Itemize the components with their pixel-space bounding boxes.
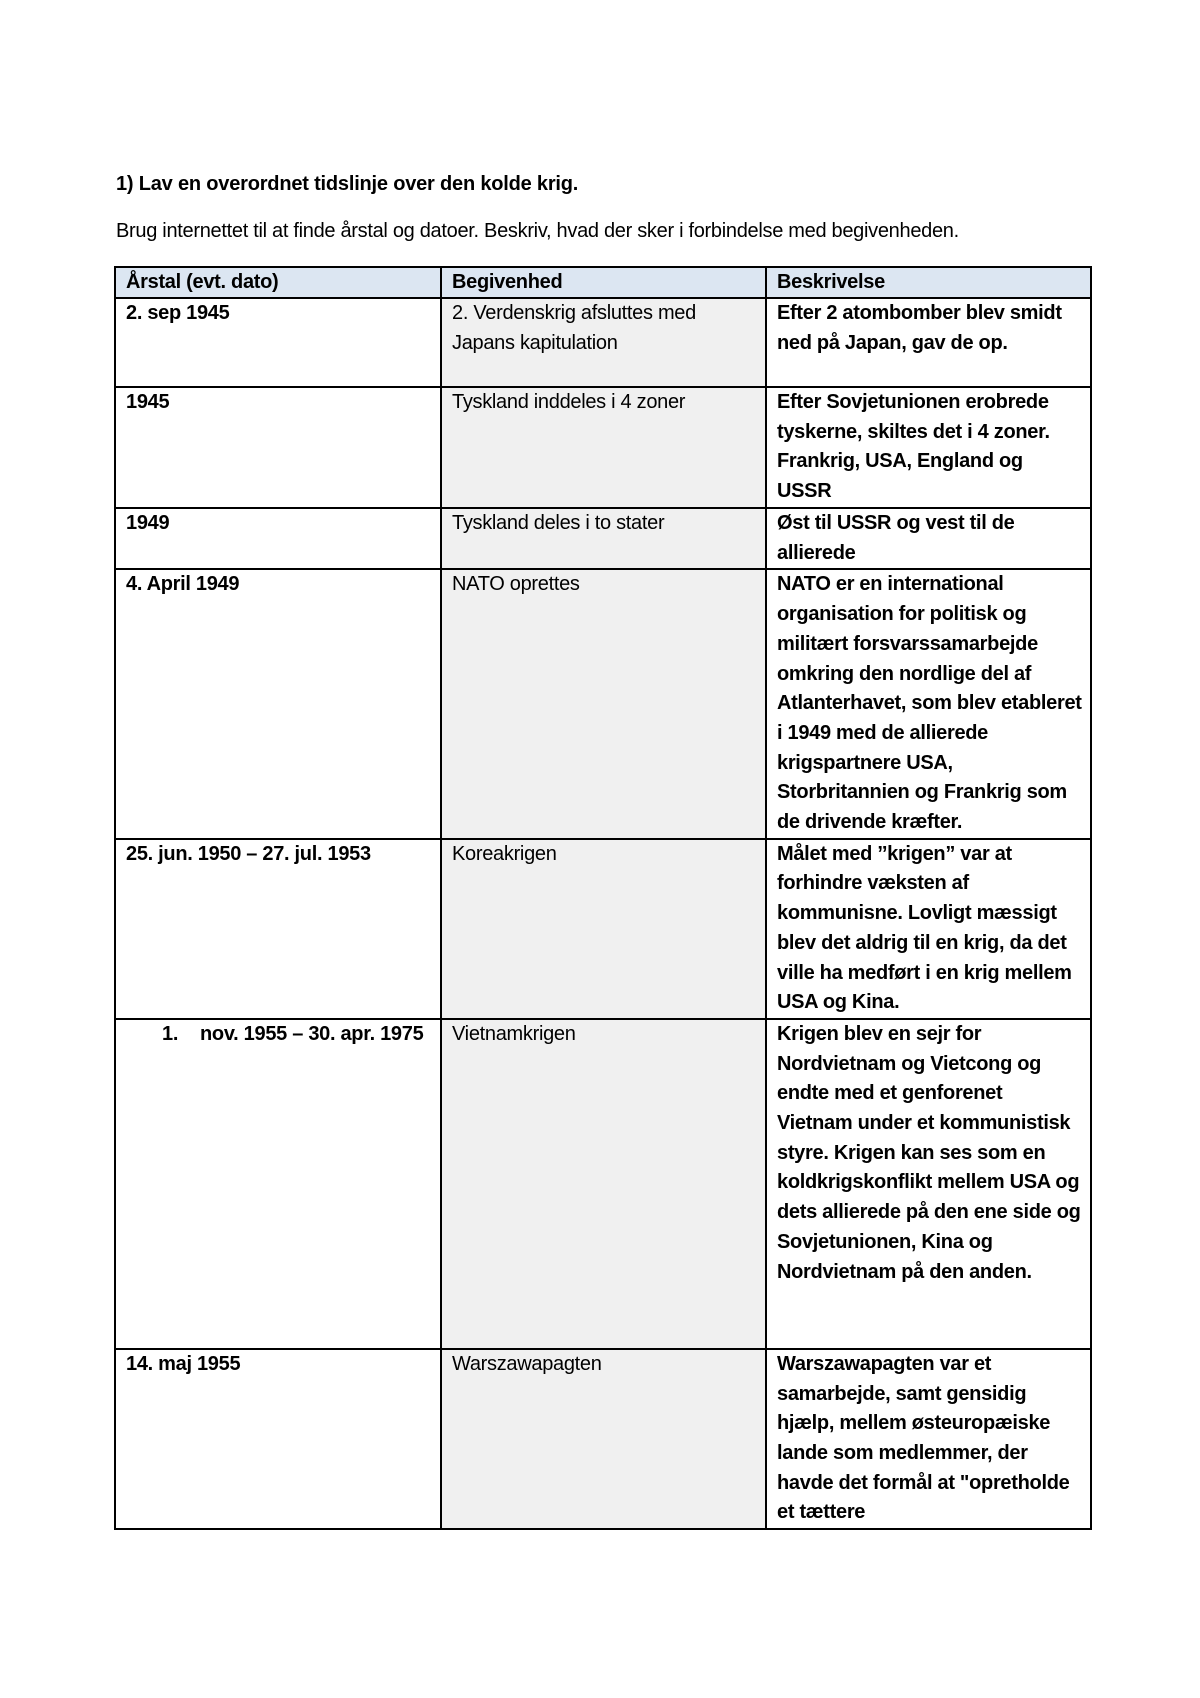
assignment-heading: 1) Lav en overordnet tidslinje over den kolde krig. (116, 173, 579, 195)
description-cell: Efter 2 atombomber blev smidt ned på Japan, gav de op. (766, 298, 1091, 387)
year-text: nov. 1955 – 30. apr. 1975 (200, 1022, 424, 1045)
table-row (115, 387, 1091, 508)
year-cell: 1949 (115, 508, 441, 569)
cold-war-timeline-table (114, 266, 1092, 1530)
description-cell: Målet med ’’krigen” var at forhindre væksten af kommunisne. Lovligt mæssigt blev det aldrig til en krig, da det ville ha medført i en krig mellem USA og Kina. (766, 839, 1091, 1019)
table-row (115, 508, 1091, 569)
column-header-description: Beskrivelse (766, 267, 1091, 298)
event-cell: Warszawapagten (441, 1349, 766, 1529)
description-cell: Efter Sovjetunionen erobrede tyskerne, skiltes det i 4 zoner. Frankrig, USA, England og USSR (766, 387, 1091, 508)
table-row (115, 839, 1091, 1019)
event-cell: 2. Verdenskrig afsluttes med Japans kapitulation (441, 298, 766, 387)
year-cell: 25. jun. 1950 – 27. jul. 1953 (115, 839, 441, 1019)
event-cell: Tyskland deles i to stater (441, 508, 766, 569)
year-cell (115, 1019, 441, 1349)
description-cell: Øst til USSR og vest til de allierede (766, 508, 1091, 569)
assignment-instruction: Brug internettet til at finde årstal og datoer. Beskriv, hvad der sker i forbindelse med begivenheden. (116, 220, 959, 242)
list-number: 1. (162, 1022, 179, 1045)
year-cell: 14. maj 1955 (115, 1349, 441, 1529)
event-cell: NATO oprettes (441, 569, 766, 838)
column-header-year: Årstal (evt. dato) (115, 267, 441, 298)
table-row (115, 1019, 1091, 1349)
table-row (115, 298, 1091, 387)
event-cell: Tyskland inddeles i 4 zoner (441, 387, 766, 508)
event-cell: Koreakrigen (441, 839, 766, 1019)
description-cell: Warszawapagten var et samarbejde, samt gensidig hjælp, mellem østeuropæiske lande som medlemmer, der havde det formål at "opretholde et tættere (766, 1349, 1091, 1529)
year-cell: 2. sep 1945 (115, 298, 441, 387)
year-cell: 4. April 1949 (115, 569, 441, 838)
description-cell: NATO er en international organisation for politisk og militært forsvarssamarbejde omkring den nordlige del af Atlanterhavet, som blev etableret i 1949 med de allierede krigspartnere USA, Storbritannien og Frankrig som de drivende kræfter. (766, 569, 1091, 838)
table-header-row (115, 267, 1091, 298)
table-row (115, 1349, 1091, 1529)
event-cell: Vietnamkrigen (441, 1019, 766, 1349)
year-cell: 1945 (115, 387, 441, 508)
description-cell: Krigen blev en sejr for Nordvietnam og Vietcong og endte med et genforenet Vietnam under et kommunistisk styre. Krigen kan ses som en koldkrigskonflikt mellem USA og dets allierede på den ene side og Sovjetunionen, Kina og Nordvietnam på den anden. (766, 1019, 1091, 1349)
table-row (115, 569, 1091, 838)
column-header-event: Begivenhed (441, 267, 766, 298)
